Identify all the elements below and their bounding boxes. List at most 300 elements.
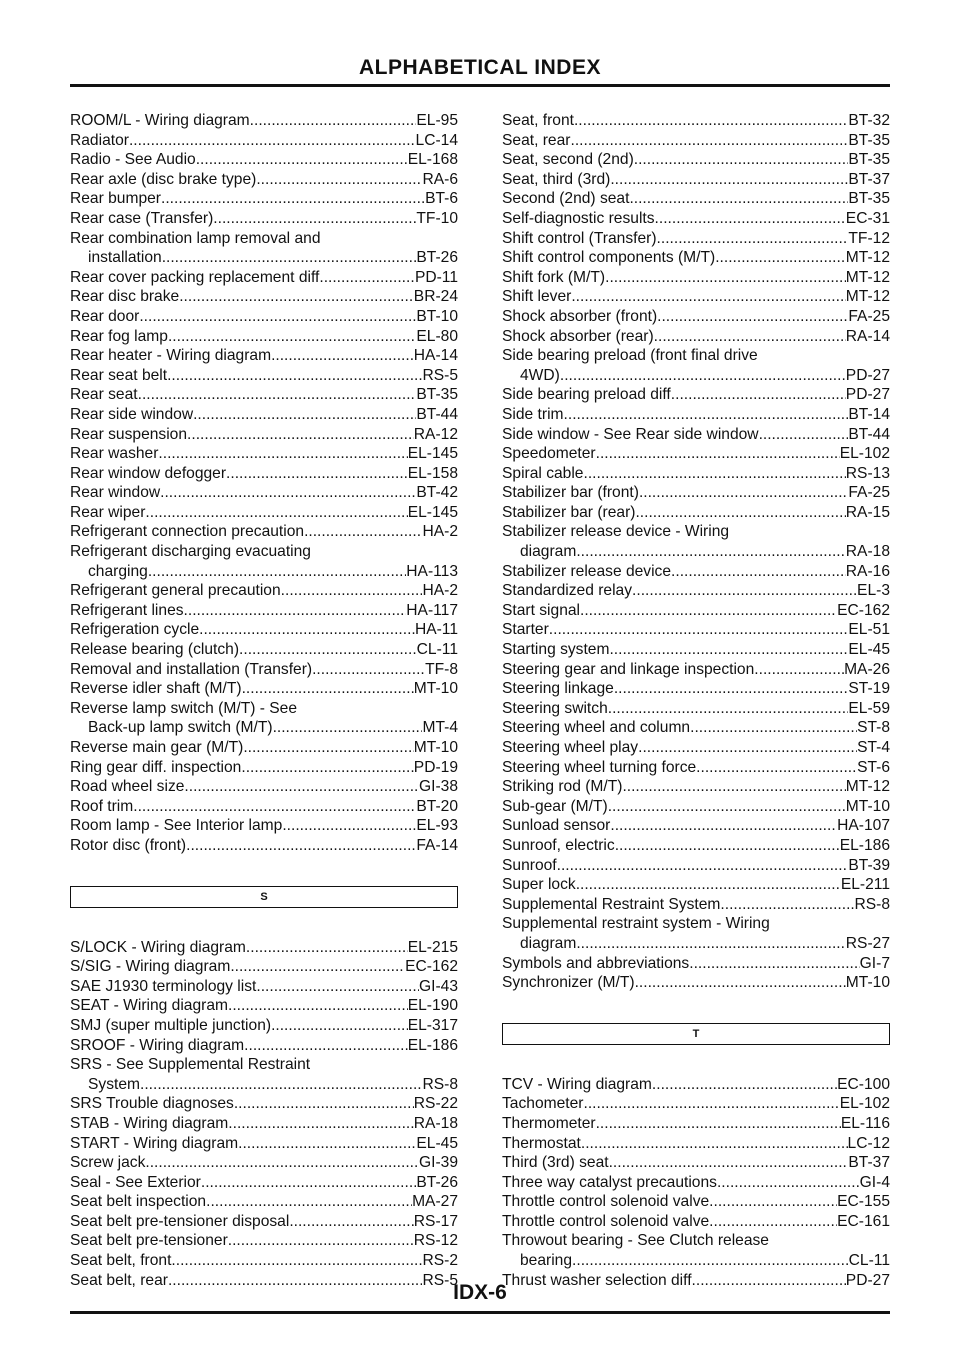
index-entry bbox=[502, 366, 890, 386]
index-entry bbox=[70, 620, 458, 640]
index-entry bbox=[502, 777, 890, 797]
index-entry-topic: Rear disc brake bbox=[70, 288, 180, 306]
index-entry-page-ref: MT-12 bbox=[845, 249, 890, 267]
index-entry-topic: Striking rod (M/T) bbox=[502, 778, 623, 796]
index-entry-topic: Side bearing preload diff. bbox=[502, 386, 676, 404]
index-entry-topic: Road wheel size bbox=[70, 778, 185, 796]
index-entry-topic: Rear heater - Wiring diagram bbox=[70, 347, 272, 365]
index-entry-page-ref: BT-32 bbox=[848, 112, 890, 129]
index-entry-page-ref: EL-102 bbox=[839, 445, 890, 463]
index-entry-page-ref: PD-27 bbox=[845, 386, 890, 404]
dot-leader bbox=[282, 816, 416, 836]
dot-leader bbox=[241, 758, 413, 778]
index-entry-page-ref: RS-17 bbox=[413, 1212, 458, 1230]
index-entry bbox=[70, 1251, 458, 1271]
right-column bbox=[502, 111, 890, 1290]
index-entry-topic: Steering wheel and column bbox=[502, 719, 691, 737]
index-entry-page-ref: RA-6 bbox=[422, 170, 458, 188]
index-entry-page-ref: HA-2 bbox=[422, 582, 458, 600]
index-entry-topic: Symbols and abbreviations bbox=[502, 954, 690, 972]
dot-leader bbox=[250, 111, 417, 131]
index-entry-page-ref: EC-100 bbox=[837, 1075, 890, 1093]
dot-leader bbox=[715, 248, 846, 268]
index-entry-page-ref: EL-158 bbox=[407, 464, 458, 482]
dot-leader bbox=[629, 189, 848, 209]
index-entry bbox=[70, 640, 458, 660]
index-entry-page-ref: BT-6 bbox=[425, 190, 458, 208]
index-entry bbox=[502, 679, 890, 699]
dot-leader bbox=[201, 1173, 417, 1193]
dot-leader bbox=[158, 444, 407, 464]
index-entry-page-ref: MT-10 bbox=[413, 739, 458, 756]
index-entry-line: Side bearing preload (front final drive bbox=[502, 347, 758, 365]
index-entry-page-ref: ST-6 bbox=[857, 758, 890, 776]
dot-leader bbox=[234, 1094, 414, 1114]
dot-leader bbox=[228, 996, 408, 1016]
index-entry bbox=[70, 522, 458, 542]
index-entry-page-ref: BT-10 bbox=[416, 307, 458, 325]
index-entry-topic: Thermometer bbox=[502, 1114, 596, 1132]
index-entry-page-ref: BT-44 bbox=[848, 425, 890, 443]
index-entry-topic: SRS Trouble diagnoses bbox=[70, 1095, 234, 1113]
index-entry-page-ref: GI-39 bbox=[419, 1154, 458, 1172]
dot-leader bbox=[615, 836, 840, 856]
index-entry-topic: SAE J1930 terminology list bbox=[70, 977, 257, 995]
index-entry-topic: Starting system bbox=[502, 641, 610, 659]
dot-leader bbox=[271, 1016, 408, 1036]
index-entry-page-ref: RS-13 bbox=[845, 464, 890, 482]
index-entry bbox=[70, 287, 458, 307]
index-entry-page-ref: PD-27 bbox=[845, 1271, 890, 1289]
index-entry-topic: Tachometer bbox=[502, 1095, 584, 1113]
index-entry bbox=[502, 836, 890, 856]
dot-leader bbox=[187, 425, 414, 445]
index-entry bbox=[502, 797, 890, 817]
dot-leader bbox=[580, 601, 837, 621]
index-entry-page-ref: EC-31 bbox=[845, 209, 890, 227]
index-entry-page-ref: CL-11 bbox=[848, 1252, 890, 1270]
index-entry-topic: Radio - See Audio bbox=[70, 151, 196, 169]
index-entry bbox=[502, 1114, 890, 1134]
index-entry-page-ref: BT-39 bbox=[848, 856, 890, 874]
index-entry-page-ref: FA-25 bbox=[848, 484, 890, 502]
index-entry-topic: Seat, rear bbox=[502, 131, 571, 149]
index-entry-page-ref: EC-155 bbox=[837, 1193, 890, 1211]
index-entry bbox=[502, 1173, 890, 1193]
index-entry-topic: Refrigerant general precaution bbox=[70, 582, 281, 600]
index-entry bbox=[502, 581, 890, 601]
index-entry-topic: Rear fog lamp bbox=[70, 327, 168, 345]
index-entry-topic: Seat belt, front bbox=[70, 1252, 172, 1270]
index-entry bbox=[70, 797, 458, 817]
dot-leader bbox=[549, 620, 849, 640]
index-entry-topic: Rear seat bbox=[70, 386, 138, 404]
dot-leader bbox=[289, 1212, 413, 1232]
index-entry-topic: Synchronizer (M/T) bbox=[502, 974, 635, 992]
index-entry bbox=[502, 1153, 890, 1173]
index-entry-line: Stabilizer release device - Wiring bbox=[502, 523, 730, 541]
index-entry-topic: Speedometer bbox=[502, 445, 596, 463]
index-entry bbox=[70, 1134, 458, 1154]
index-entry-topic: Super lock bbox=[502, 876, 576, 894]
left-column bbox=[70, 111, 458, 1290]
index-entry-page-ref: PD-27 bbox=[845, 366, 890, 384]
index-entry-topic: Throttle control solenoid valve bbox=[502, 1212, 710, 1230]
index-entry-topic: Reverse idler shaft (M/T) bbox=[70, 680, 242, 698]
index-entry bbox=[70, 1212, 458, 1232]
dot-leader bbox=[244, 1036, 408, 1056]
index-entry bbox=[70, 977, 458, 997]
dot-leader bbox=[564, 405, 849, 425]
index-entry-page-ref: EL-215 bbox=[407, 938, 458, 956]
index-entry bbox=[502, 189, 890, 209]
dot-leader bbox=[138, 385, 417, 405]
index-entry-topic: Rear window defogger bbox=[70, 464, 227, 482]
index-entry-line: Reverse lamp switch (M/T) - See bbox=[70, 699, 298, 717]
dot-leader bbox=[596, 444, 840, 464]
index-entry bbox=[502, 875, 890, 895]
index-entry bbox=[70, 679, 458, 699]
index-entry bbox=[502, 385, 890, 405]
index-entry bbox=[502, 699, 890, 719]
index-entry bbox=[70, 131, 458, 151]
index-entry-topic: Steering wheel play bbox=[502, 739, 639, 756]
index-entry-page-ref: BT-35 bbox=[416, 386, 458, 404]
index-entry-topic: Rotor disc (front) bbox=[70, 836, 187, 854]
dot-leader bbox=[133, 797, 416, 817]
index-entry-page-ref: TF-8 bbox=[425, 660, 458, 678]
index-entry-line: SRS - See Supplemental Restraint bbox=[70, 1056, 311, 1074]
dot-leader bbox=[608, 797, 846, 817]
dot-leader bbox=[324, 268, 415, 288]
index-entry-topic: Rear case (Transfer) bbox=[70, 209, 214, 227]
dot-leader bbox=[635, 503, 845, 523]
dot-leader bbox=[570, 131, 848, 151]
dot-leader bbox=[610, 170, 848, 190]
index-entry bbox=[70, 170, 458, 190]
index-entry-page-ref: BT-14 bbox=[848, 405, 890, 423]
index-entry-topic: Screw jack bbox=[70, 1154, 146, 1172]
index-entry bbox=[70, 1016, 458, 1036]
index-entry-page-ref: EL-59 bbox=[848, 699, 890, 717]
index-entry-topic: Thrust washer selection diff. bbox=[502, 1271, 696, 1289]
dot-leader bbox=[171, 1251, 422, 1271]
dot-leader bbox=[213, 209, 416, 229]
index-entry-page-ref: MT-12 bbox=[845, 778, 890, 796]
index-entry-topic: Sunroof bbox=[502, 856, 557, 874]
index-entry-page-ref: EL-45 bbox=[848, 641, 890, 659]
index-entry bbox=[70, 327, 458, 347]
index-entry bbox=[502, 738, 890, 758]
index-entry-page-ref: BT-37 bbox=[848, 170, 890, 188]
dot-leader bbox=[184, 601, 407, 621]
index-entry-topic: START - Wiring diagram bbox=[70, 1134, 239, 1152]
index-entry bbox=[70, 209, 458, 229]
index-entry bbox=[70, 1094, 458, 1114]
index-entry bbox=[502, 268, 890, 288]
index-entry-page-ref: RA-18 bbox=[413, 1114, 458, 1132]
index-entry bbox=[502, 405, 890, 425]
dot-leader bbox=[576, 875, 841, 895]
index-entry-page-ref: BR-24 bbox=[413, 288, 458, 306]
index-entry-page-ref: GI-38 bbox=[419, 778, 458, 796]
index-entry-page-ref: TF-10 bbox=[416, 209, 458, 227]
index-entry-page-ref: ST-8 bbox=[857, 719, 890, 737]
index-entry bbox=[502, 934, 890, 954]
index-entry-page-ref: BT-20 bbox=[416, 797, 458, 815]
index-entry-page-ref: HA-14 bbox=[413, 347, 458, 365]
dot-leader bbox=[139, 307, 416, 327]
index-entry-topic: Seat, second (2nd) bbox=[502, 151, 634, 169]
index-entry-page-ref: HA-107 bbox=[837, 817, 890, 835]
index-entry bbox=[502, 248, 890, 268]
section-header-s: S bbox=[70, 886, 458, 908]
dot-leader bbox=[140, 1075, 422, 1095]
dot-leader bbox=[609, 640, 848, 660]
dot-leader bbox=[242, 679, 414, 699]
dot-leader bbox=[230, 957, 405, 977]
dot-leader bbox=[583, 1094, 839, 1114]
index-entry-topic: Stabilizer bar (front) bbox=[502, 484, 639, 502]
index-entry-topic: Rear door bbox=[70, 307, 140, 325]
r-entries bbox=[70, 111, 458, 856]
index-entry bbox=[70, 346, 458, 366]
dot-leader bbox=[675, 385, 846, 405]
index-entry-page-ref: RA-18 bbox=[845, 543, 890, 561]
page-number: IDX-6 bbox=[453, 1281, 507, 1304]
index-entry bbox=[502, 150, 890, 170]
dot-leader bbox=[167, 366, 422, 386]
dot-leader bbox=[228, 1114, 414, 1134]
index-entry-page-ref: EL-145 bbox=[407, 503, 458, 521]
index-entry-page-ref: RS-8 bbox=[422, 1075, 458, 1093]
dot-leader bbox=[168, 327, 416, 347]
index-entry-topic: Shift control components (M/T) bbox=[502, 249, 716, 267]
index-entry-topic: Seat, third (3rd) bbox=[502, 170, 611, 188]
index-entry-page-ref: ST-19 bbox=[848, 680, 890, 698]
index-entry-page-ref: MT-10 bbox=[413, 680, 458, 698]
index-entry-topic: Reverse main gear (M/T) bbox=[70, 739, 244, 756]
index-entry-page-ref: LC-14 bbox=[415, 131, 458, 149]
index-entry-page-ref: EL-145 bbox=[407, 445, 458, 463]
index-entry bbox=[502, 816, 890, 836]
index-entry-topic: Steering gear and linkage inspection bbox=[502, 660, 755, 678]
dot-leader bbox=[609, 1153, 849, 1173]
index-entry-page-ref: HA-113 bbox=[406, 562, 458, 580]
dot-leader bbox=[657, 307, 848, 327]
index-entry-page-ref: EL-186 bbox=[839, 836, 890, 854]
index-entry-page-ref: BT-26 bbox=[416, 1173, 458, 1191]
index-entry bbox=[502, 464, 890, 484]
index-entry-page-ref: RA-15 bbox=[845, 503, 890, 521]
index-entry-topic: Refrigerant lines bbox=[70, 601, 184, 619]
index-entry-page-ref: GI-4 bbox=[859, 1173, 890, 1191]
index-entry-topic: Start signal bbox=[502, 601, 581, 619]
index-entry-page-ref: EL-190 bbox=[407, 997, 458, 1015]
index-entry bbox=[502, 1212, 890, 1232]
index-entry-page-ref: MT-10 bbox=[845, 974, 890, 992]
index-entry-line: Throwout bearing - See Clutch release bbox=[502, 1232, 769, 1250]
footer-rule bbox=[70, 1311, 890, 1314]
index-entry-topic: Three way catalyst precautions bbox=[502, 1173, 717, 1191]
index-entry-topic: TCV - Wiring diagram bbox=[502, 1075, 652, 1093]
index-entry-topic: Seat belt pre-tensioner bbox=[70, 1232, 228, 1250]
index-entry bbox=[70, 248, 458, 268]
index-entry-page-ref: EC-161 bbox=[837, 1212, 890, 1230]
index-entry bbox=[502, 954, 890, 974]
index-entry-page-ref: BT-42 bbox=[416, 484, 458, 502]
dot-leader bbox=[639, 483, 848, 503]
index-entry-topic: Rear wiper bbox=[70, 503, 146, 521]
index-entry bbox=[502, 718, 890, 738]
dot-leader bbox=[709, 1192, 837, 1212]
index-entry-page-ref: HA-11 bbox=[414, 621, 458, 639]
dot-leader bbox=[226, 464, 408, 484]
index-entry bbox=[70, 1153, 458, 1173]
dot-leader bbox=[696, 758, 857, 778]
dot-leader bbox=[689, 954, 859, 974]
s-entries-right bbox=[502, 111, 890, 993]
dot-leader bbox=[304, 522, 422, 542]
index-entry-topic: S/LOCK - Wiring diagram bbox=[70, 938, 246, 956]
index-entry bbox=[70, 483, 458, 503]
index-entry bbox=[70, 738, 458, 758]
index-entry bbox=[502, 444, 890, 464]
index-entry-topic: Shock absorber (front) bbox=[502, 307, 658, 325]
index-entry-topic: Rear cover packing replacement diff. bbox=[70, 268, 324, 286]
index-entry-page-ref: EC-162 bbox=[405, 958, 458, 976]
index-entry-page-ref: EL-51 bbox=[848, 621, 890, 639]
index-entry-topic: bearing bbox=[520, 1252, 573, 1270]
dot-leader bbox=[671, 562, 846, 582]
index-entry bbox=[502, 483, 890, 503]
index-entry-page-ref: MA-26 bbox=[844, 660, 890, 678]
index-entry bbox=[502, 601, 890, 621]
index-entry-topic: Release bearing (clutch) bbox=[70, 641, 240, 659]
index-entry-page-ref: EL-95 bbox=[416, 112, 458, 129]
index-entry-topic: Steering switch bbox=[502, 699, 608, 717]
index-entry-page-ref: BT-44 bbox=[416, 405, 458, 423]
dot-leader bbox=[608, 699, 849, 719]
index-entry-topic: Standardized relay bbox=[502, 582, 633, 600]
index-entry bbox=[502, 327, 890, 347]
index-entry bbox=[502, 209, 890, 229]
dot-leader bbox=[690, 718, 857, 738]
dot-leader bbox=[162, 248, 417, 268]
index-entry-topic: Second (2nd) seat bbox=[502, 190, 630, 208]
dot-leader bbox=[145, 503, 407, 523]
index-entry bbox=[70, 189, 458, 209]
index-entry bbox=[70, 836, 458, 856]
dot-leader bbox=[583, 464, 845, 484]
index-entry bbox=[70, 444, 458, 464]
index-entry-page-ref: BT-26 bbox=[416, 249, 458, 267]
index-entry-page-ref: BT-35 bbox=[848, 151, 890, 169]
dot-leader bbox=[179, 287, 414, 307]
index-entry bbox=[502, 856, 890, 876]
dot-leader bbox=[596, 1114, 841, 1134]
index-entry-page-ref: MT-4 bbox=[422, 719, 458, 737]
index-entry-topic: Throttle control solenoid valve bbox=[502, 1193, 710, 1211]
index-entry-page-ref: EC-162 bbox=[837, 601, 890, 619]
dot-leader bbox=[199, 620, 415, 640]
dot-leader bbox=[720, 895, 854, 915]
index-entry-page-ref: BT-35 bbox=[848, 131, 890, 149]
dot-leader bbox=[129, 131, 416, 151]
index-entry-topic: SROOF - Wiring diagram bbox=[70, 1036, 245, 1054]
index-entry-topic: Shock absorber (rear) bbox=[502, 327, 654, 345]
index-entry-line: Refrigerant discharging evacuating bbox=[70, 543, 311, 561]
dot-leader bbox=[576, 934, 845, 954]
index-entry bbox=[70, 1036, 458, 1056]
index-entry bbox=[70, 503, 458, 523]
dot-leader bbox=[635, 973, 846, 993]
index-entry-topic: Stabilizer bar (rear) bbox=[502, 503, 636, 521]
index-entry-topic: Starter bbox=[502, 621, 549, 639]
index-entry bbox=[502, 640, 890, 660]
index-entry-page-ref: EL-168 bbox=[407, 151, 458, 169]
index-entry-topic: Rear axle (disc brake type) bbox=[70, 170, 257, 188]
index-entry bbox=[502, 170, 890, 190]
dot-leader bbox=[622, 777, 845, 797]
index-entry bbox=[502, 425, 890, 445]
index-entry-topic: Rear bumper bbox=[70, 190, 162, 208]
index-entry-line: Supplemental restraint system - Wiring bbox=[502, 915, 770, 933]
dot-leader bbox=[273, 718, 423, 738]
dot-leader bbox=[576, 542, 845, 562]
index-entry-page-ref: RS-8 bbox=[854, 895, 890, 913]
index-entry bbox=[502, 111, 890, 131]
index-entry-topic: Seat, front bbox=[502, 112, 574, 129]
dot-leader bbox=[717, 1173, 860, 1193]
t-entries bbox=[502, 1075, 890, 1291]
index-entry-page-ref: EL-45 bbox=[416, 1134, 458, 1152]
index-entry bbox=[502, 973, 890, 993]
index-entry-page-ref: RS-27 bbox=[845, 934, 890, 952]
index-entry bbox=[70, 1192, 458, 1212]
dot-leader bbox=[634, 150, 849, 170]
index-entry-topic: charging bbox=[88, 562, 148, 580]
index-entry bbox=[502, 895, 890, 915]
index-entry-page-ref: HA-2 bbox=[422, 523, 458, 541]
page-title: ALPHABETICAL INDEX bbox=[359, 56, 601, 79]
index-entry-topic: Refrigeration cycle bbox=[70, 621, 200, 639]
index-entry-page-ref: EL-102 bbox=[839, 1095, 890, 1113]
index-entry bbox=[70, 1114, 458, 1134]
dot-leader bbox=[243, 738, 413, 758]
index-entry-topic: Self-diagnostic results bbox=[502, 209, 655, 227]
index-entry-page-ref: CL-11 bbox=[416, 641, 458, 659]
index-entry bbox=[70, 957, 458, 977]
index-entry-page-ref: FA-25 bbox=[848, 307, 890, 325]
index-entry bbox=[70, 1231, 458, 1251]
index-entry-topic: Spiral cable bbox=[502, 464, 584, 482]
index-entry bbox=[502, 1134, 890, 1154]
index-entry bbox=[70, 111, 458, 131]
dot-leader bbox=[654, 327, 846, 347]
index-entry-topic: Radiator bbox=[70, 131, 129, 149]
dot-leader bbox=[581, 1134, 848, 1154]
index-entry bbox=[70, 405, 458, 425]
dot-leader bbox=[271, 346, 414, 366]
index-entry bbox=[70, 601, 458, 621]
index-entry-page-ref: HA-117 bbox=[406, 601, 458, 619]
index-entry-page-ref: RS-5 bbox=[422, 1271, 458, 1289]
index-entry bbox=[502, 562, 890, 582]
dot-leader bbox=[161, 189, 425, 209]
index-entry-page-ref: EL-80 bbox=[416, 327, 458, 345]
index-entry-topic: S/SIG - Wiring diagram bbox=[70, 958, 231, 976]
